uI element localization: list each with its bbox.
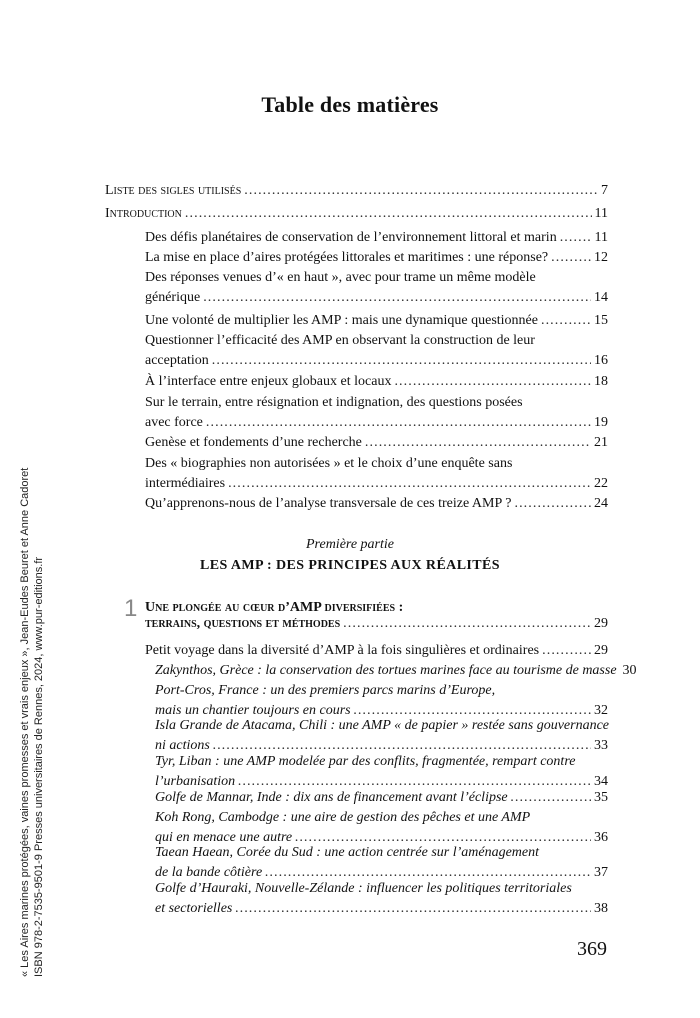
- toc-entry-label: Introduction: [105, 206, 182, 221]
- toc-case-item[interactable]: Port-Cros, France : un des premiers parcs marins d’Europe, mais un chantier toujours en cours . . . 32: [155, 681, 608, 721]
- part-label: Première partie: [306, 537, 394, 552]
- toc-intro-item[interactable]: Des « biographies non autorisées » et le choix d’une enquête sans intermédiaires . . . 22: [145, 454, 608, 494]
- toc-intro-item[interactable]: Qu’apprenons-nous de l’analyse transversale de ces treize AMP ? . . . 24: [145, 494, 608, 514]
- toc-chapter[interactable]: [145, 600, 608, 632]
- toc-intro-item[interactable]: À l’interface entre enjeux globaux et locaux . . . 18: [145, 372, 608, 392]
- toc-intro-item[interactable]: Genèse et fondements d’une recherche . . . 21: [145, 433, 608, 453]
- toc-intro-item[interactable]: Des défis planétaires de conservation de l’environnement littoral et marin . . . 11: [145, 228, 608, 248]
- page-title: Table des matières: [261, 92, 439, 117]
- toc-entry-page: 7: [601, 183, 608, 198]
- toc-intro-item[interactable]: Une volonté de multiplier les AMP : mais une dynamique questionnée . . . 15: [145, 311, 608, 331]
- chapter-title-line2: terrains, questions et méthodes: [145, 616, 341, 631]
- toc-intro-item[interactable]: La mise en place d’aires protégées littorales et maritimes : une réponse? . . . 12: [145, 248, 608, 268]
- part-title: LES AMP : DES PRINCIPES AUX RÉALITÉS: [200, 558, 500, 573]
- toc-case-item[interactable]: Koh Rong, Cambodge : une aire de gestion des pêches et une AMP qui en menace une autre . . . 36: [155, 808, 608, 848]
- toc-case-item[interactable]: Zakynthos, Grèce : la conservation des tortues marines face au tourisme de masse 30: [155, 663, 637, 678]
- toc-case-item[interactable]: Golfe d’Hauraki, Nouvelle-Zélande : influencer les politiques territoriales et sectorielles . . . 38: [155, 879, 608, 919]
- toc-intro-item[interactable]: Sur le terrain, entre résignation et indignation, des questions posées avec force . . . 19: [145, 393, 608, 433]
- chapter-page: 29: [594, 616, 608, 631]
- side-note-line1: « Les Aires marines protégées, vaines promesses et vrais enjeux », Jean-Eudes Beuret et Anne Cadoret: [19, 467, 31, 977]
- toc-entry-label: Liste des sigles utilisés: [105, 183, 242, 198]
- side-copyright-note: [18, 0, 78, 977]
- toc-entry-sigles[interactable]: [105, 181, 608, 201]
- toc-chapter-section[interactable]: Petit voyage dans la diversité d’AMP à la fois singulières et ordinaires . . . 29: [145, 641, 608, 661]
- toc-case-item[interactable]: Isla Grande de Atacama, Chili : une AMP « de papier » restée sans gouvernance ni actions . . . 33: [155, 716, 608, 756]
- side-note-line2: ISBN 978-2-7535-9501-9 Presses universitaires de Rennes, 2024, www.pur-editions.fr: [33, 556, 45, 977]
- toc-case-item[interactable]: Tyr, Liban : une AMP modelée par des conflits, fragmentée, rempart contre l’urbanisation . . . 34: [155, 752, 608, 792]
- toc-case-item[interactable]: Taean Haean, Corée du Sud : une action centrée sur l’aménagement de la bande côtière . . . 37: [155, 843, 608, 883]
- toc-entry-page: 11: [594, 206, 608, 221]
- toc-intro-item[interactable]: Des réponses venues d’« en haut », avec pour trame un même modèle générique . . . 14: [145, 268, 608, 308]
- page-number: 369: [577, 938, 607, 960]
- chapter-title-line1: Une plongée au cœur d’AMP diversifiées :: [145, 600, 404, 615]
- toc-intro-item[interactable]: Questionner l’efficacité des AMP en observant la construction de leur acceptation . . . 16: [145, 331, 608, 371]
- chapter-number: 1: [124, 595, 138, 622]
- toc-case-item[interactable]: Golfe de Mannar, Inde : dix ans de financement avant l’éclipse . . . 35: [155, 788, 608, 808]
- toc-entry-introduction[interactable]: [105, 204, 608, 224]
